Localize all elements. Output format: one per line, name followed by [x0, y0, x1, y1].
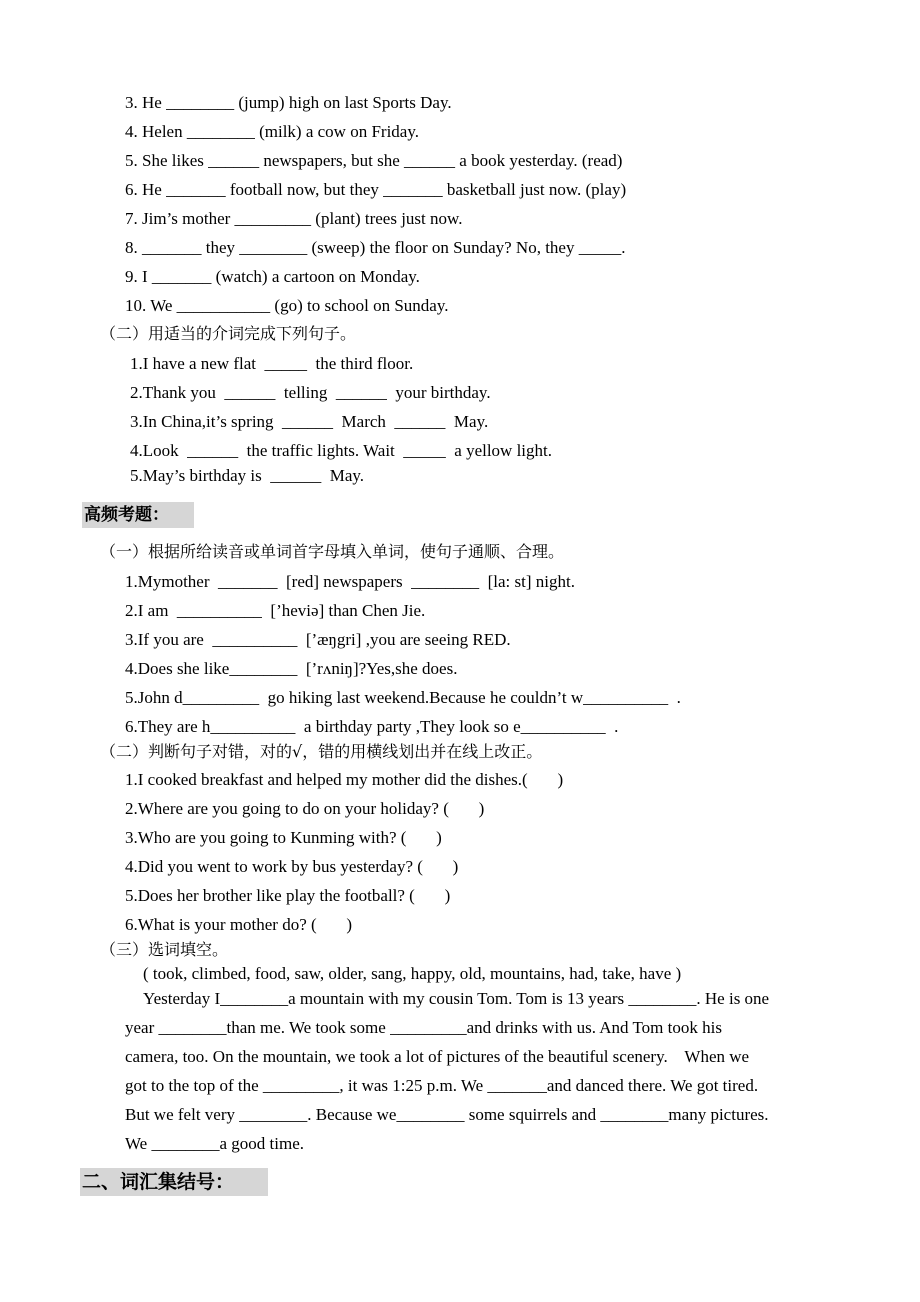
exercise-line: 4.Look ______ the traffic lights. Wait _____ a yellow light.: [130, 441, 553, 460]
exercise-line: 2.I am __________ [’heviə] than Chen Jie.: [125, 601, 426, 620]
section-title: （二）判断句子对错，对的√，错的用横线划出并在线上改正。: [100, 742, 543, 761]
exercise-line: 9. I _______ (watch) a cartoon on Monday.: [125, 267, 420, 286]
exercise-line: 8. _______ they ________ (sweep) the floor on Sunday? No, they _____.: [125, 238, 626, 257]
exercise-line: 3.Who are you going to Kunming with? ( ): [125, 828, 442, 847]
exercise-line: 1.Mymother _______ [red] newspapers ________ [la: st] night.: [125, 572, 575, 591]
exercise-line: 4. Helen ________ (milk) a cow on Friday.: [125, 122, 419, 141]
exercise-line: 6.They are h__________ a birthday party ,They look so e__________ .: [125, 717, 619, 736]
exercise-line: 1.I have a new flat _____ the third floor.: [130, 354, 414, 373]
exercise-line: 7. Jim’s mother _________ (plant) trees just now.: [125, 209, 463, 228]
exercise-line: 3.If you are __________ [’æŋgri] ,you are seeing RED.: [125, 630, 511, 649]
exercise-line: 4.Did you went to work by bus yesterday? ( ): [125, 857, 459, 876]
exercise-line: 2.Where are you going to do on your holiday? ( ): [125, 799, 485, 818]
passage-line: got to the top of the _________, it was 1:25 p.m. We _______and danced there. We got tired.: [125, 1076, 759, 1095]
passage-line: But we felt very ________. Because we________ some squirrels and ________many pictures.: [125, 1105, 769, 1124]
word-bank: ( took, climbed, food, saw, older, sang, happy, old, mountains, had, take, have ): [143, 964, 682, 983]
passage-line: camera, too. On the mountain, we took a lot of pictures of the beautiful scenery. When we: [125, 1047, 750, 1066]
exercise-line: 10. We ___________ (go) to school on Sunday.: [125, 296, 449, 315]
exercise-line: 5.Does her brother like play the football? ( ): [125, 886, 451, 905]
exercise-line: 3. He ________ (jump) high on last Sports Day.: [125, 93, 452, 112]
exercise-line: 5.John d_________ go hiking last weekend.Because he couldn’t w__________ .: [125, 688, 681, 707]
exercise-line: 2.Thank you ______ telling ______ your birthday.: [130, 383, 491, 402]
exercise-line: 6. He _______ football now, but they _______ basketball just now. (play): [125, 180, 627, 199]
exercise-line: 6.What is your mother do? ( ): [125, 915, 353, 934]
exercise-line: 3.In China,it’s spring ______ March ______ May.: [130, 412, 489, 431]
passage-line: We ________a good time.: [125, 1134, 304, 1153]
passage-line: year ________than me. We took some _________and drinks with us. And Tom took his: [125, 1018, 722, 1037]
exercise-line: 5. She likes ______ newspapers, but she ______ a book yesterday. (read): [125, 151, 623, 170]
exercise-line: 1.I cooked breakfast and helped my mother did the dishes.( ): [125, 770, 564, 789]
exercise-line: 5.May’s birthday is ______ May.: [130, 466, 365, 485]
passage-line: Yesterday I________a mountain with my cousin Tom. Tom is 13 years ________. He is one: [143, 989, 770, 1008]
section-heading: 二、词汇集结号：: [80, 1168, 268, 1196]
section-heading: 高频考题：: [82, 502, 194, 528]
section-title: （三）选词填空。: [100, 940, 229, 959]
section-title: （二）用适当的介词完成下列句子。: [100, 324, 357, 343]
section-title: （一）根据所给读音或单词首字母填入单词，使句子通顺、合理。: [100, 542, 565, 561]
exercise-line: 4.Does she like________ [’rʌniŋ]?Yes,she does.: [125, 659, 458, 678]
